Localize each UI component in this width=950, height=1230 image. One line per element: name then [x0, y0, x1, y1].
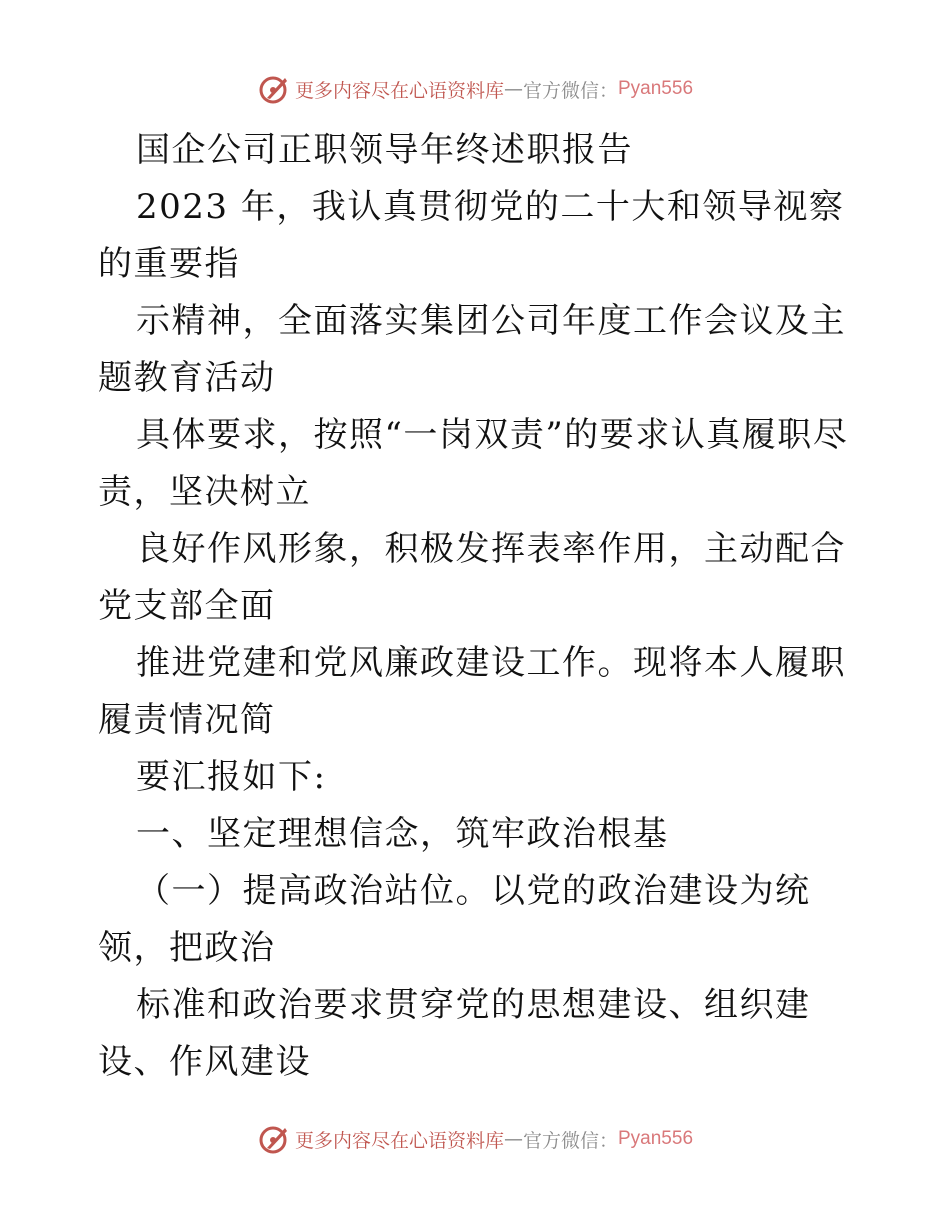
document-title: 国企公司正职领导年终述职报告 — [136, 130, 633, 170]
watermark-account: Pyan556 — [618, 1128, 694, 1149]
quill-pen-logo-icon — [257, 1122, 291, 1156]
watermark-separator: — — [503, 1128, 523, 1150]
paragraph: 要汇报如下: — [136, 757, 327, 797]
paragraph: 示精神，全面落实集团公司年度工作会议及主题教育活动 — [98, 301, 846, 398]
paragraph: 良好作风形象，积极发挥表率作用，主动配合党支部全面 — [98, 529, 846, 626]
paragraph: 2023 年，我认真贯彻党的二十大和领导视察的重要指 — [98, 187, 845, 284]
paragraph: 标准和政治要求贯穿党的思想建设、组织建设、作风建设 — [98, 985, 811, 1082]
watermark-brand: 更多内容尽在心语资料库 — [294, 1129, 504, 1152]
paragraph: （一）提高政治站位。以党的政治建设为统领，把政治 — [98, 871, 811, 968]
section-heading: 一、坚定理想信念，筑牢政治根基 — [136, 814, 669, 854]
paragraph: 具体要求，按照“一岗双责”的要求认真履职尽责，坚决树立 — [98, 415, 849, 512]
document-body — [0, 122, 950, 1091]
watermark-header — [0, 72, 950, 106]
watermark-account: Pyan556 — [618, 78, 694, 99]
watermark-brand: 更多内容尽在心语资料库 — [294, 79, 504, 102]
watermark-wechat-label: 官方微信： — [522, 79, 618, 102]
paragraph: 推进党建和党风廉政建设工作。现将本人履职履责情况简 — [98, 643, 846, 740]
watermark-wechat-label: 官方微信： — [522, 1129, 618, 1152]
quill-pen-logo-icon — [257, 72, 291, 106]
watermark-separator: — — [503, 78, 523, 100]
watermark-footer — [0, 1122, 950, 1156]
